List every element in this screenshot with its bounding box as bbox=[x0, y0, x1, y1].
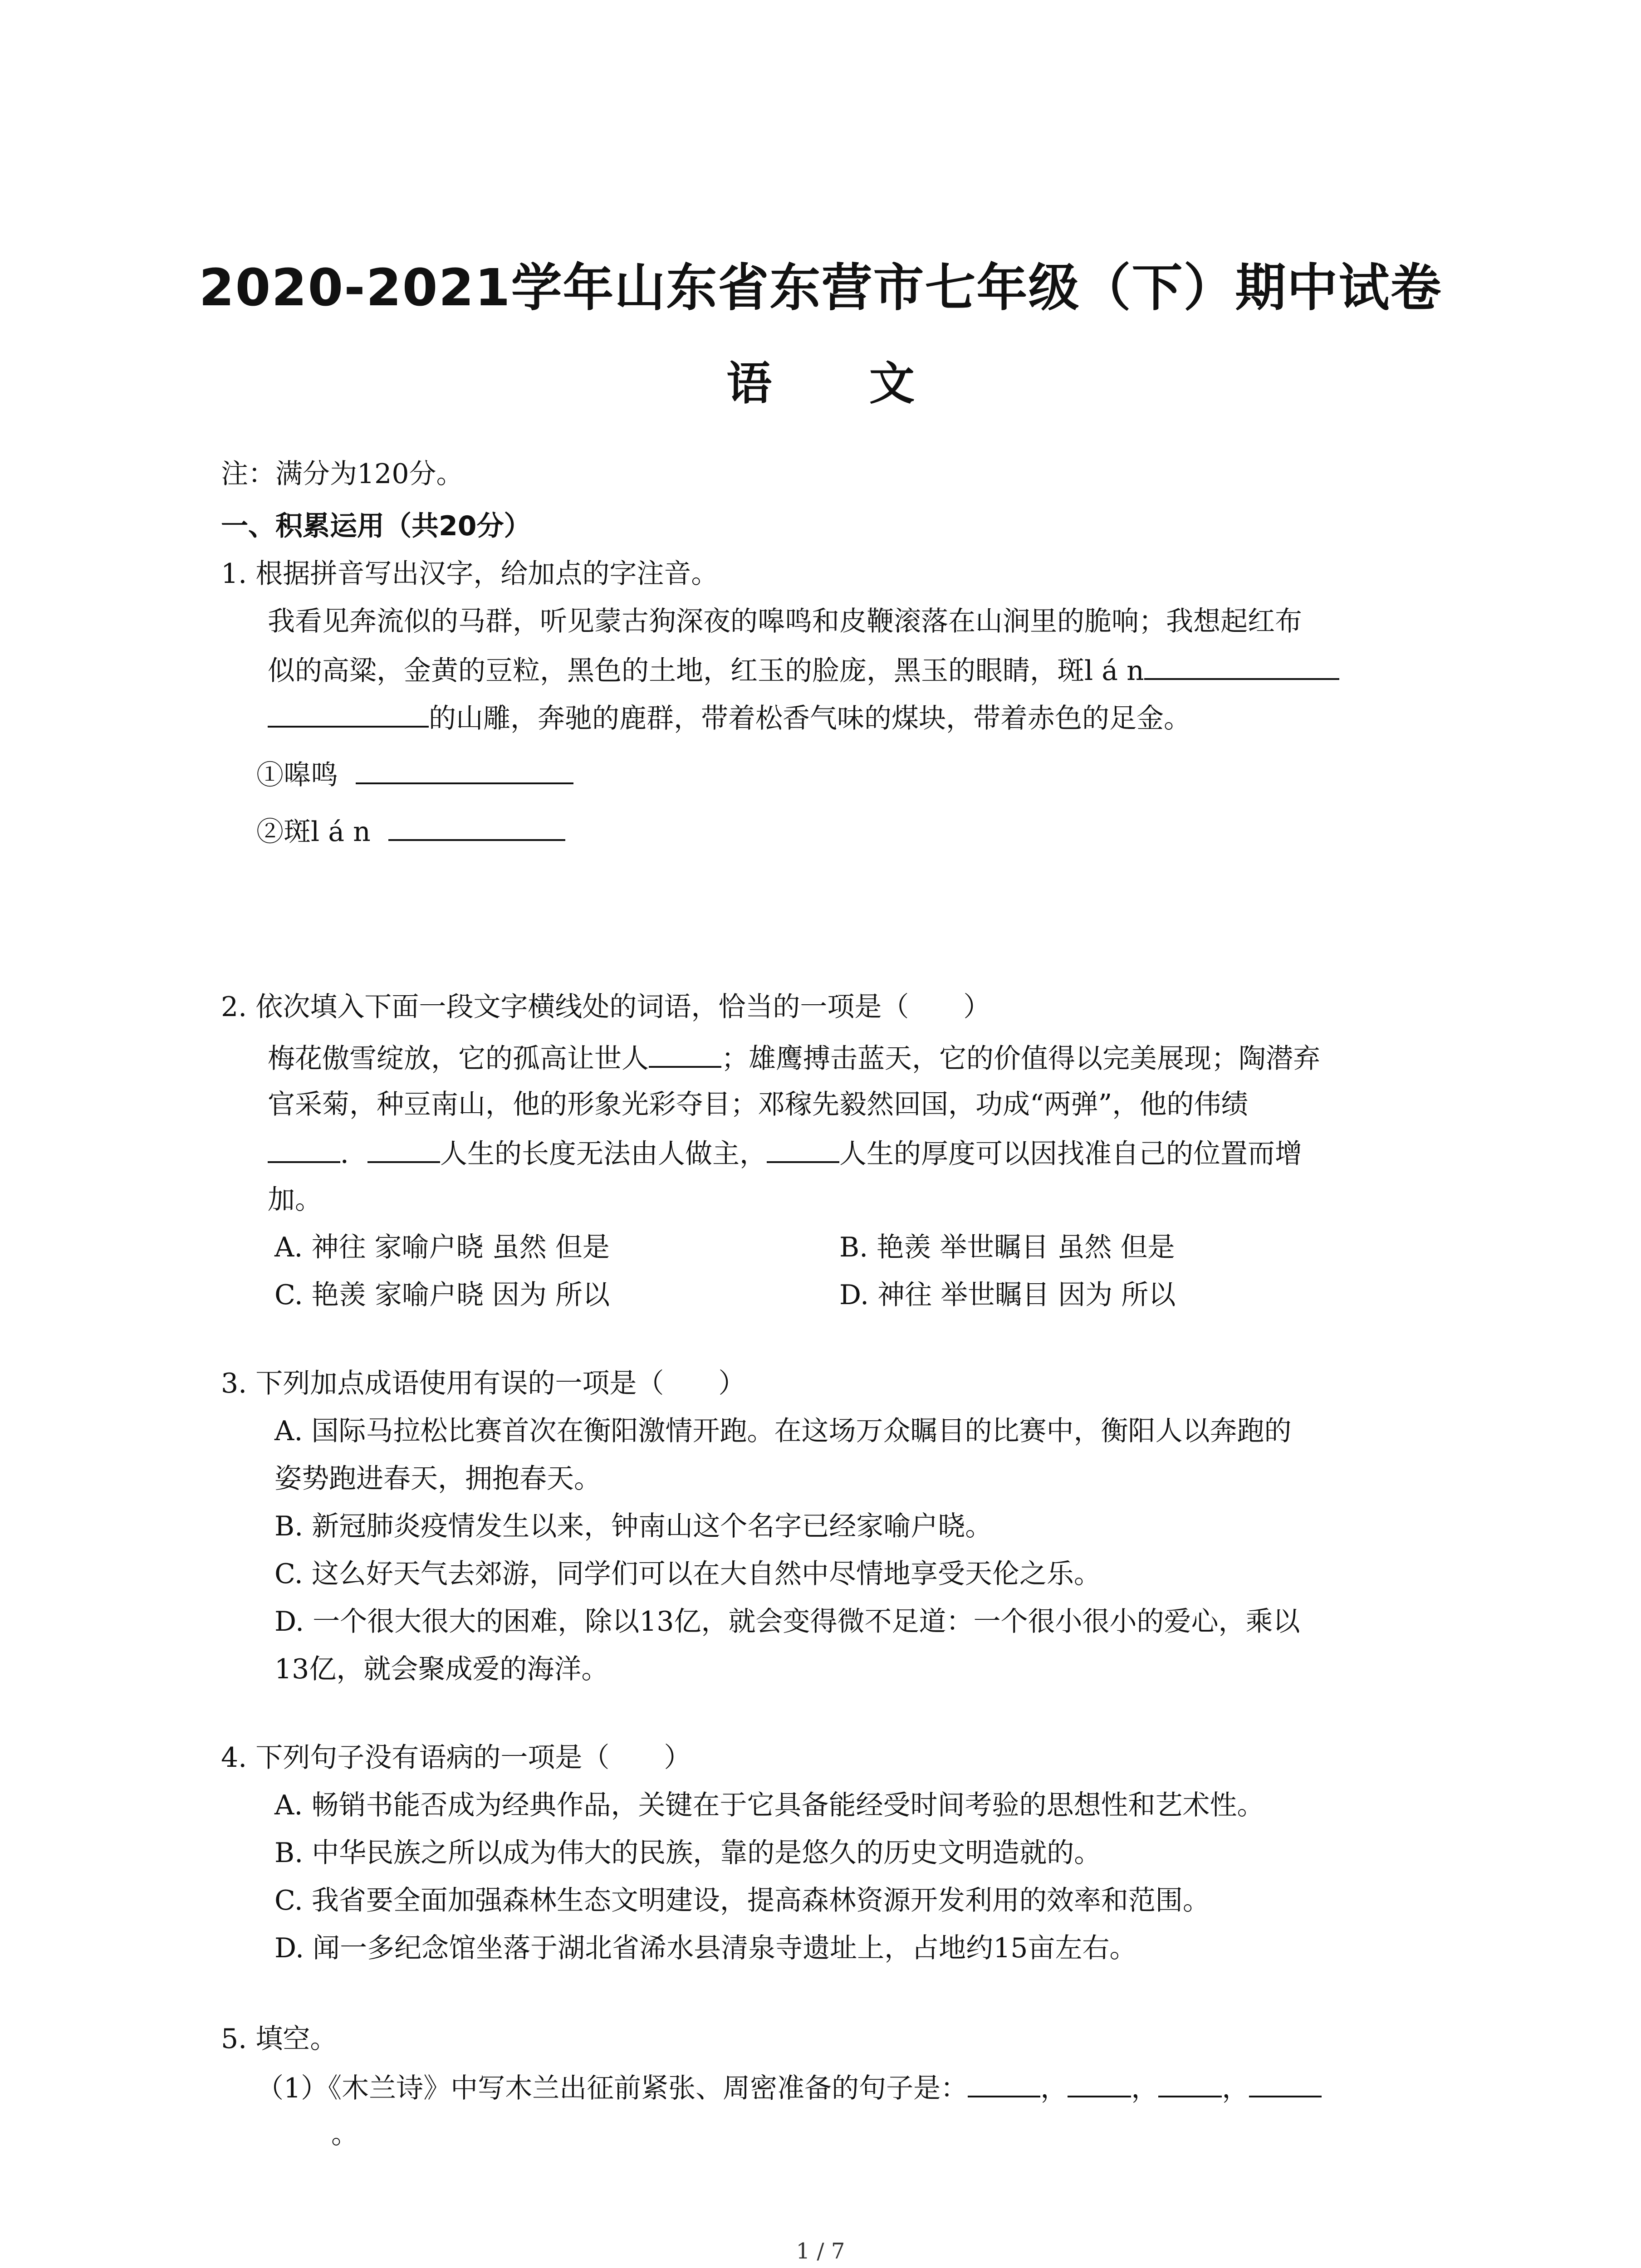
q5-blank-2[interactable] bbox=[1068, 2068, 1131, 2097]
page-number: 1 / 7 bbox=[796, 2239, 845, 2264]
q2-line1 bbox=[268, 1039, 1320, 1077]
q1-passage-line3 bbox=[268, 699, 1191, 737]
q2-line3-text-c: 人生的厚度可以因找准自己的位置而增 bbox=[839, 1138, 1302, 1170]
q2-line3-text-b: 人生的长度无法由人做主， bbox=[440, 1138, 767, 1170]
q2-option-d[interactable]: D. 神往 举世瞩目 因为 所以 bbox=[839, 1279, 1176, 1311]
q3-option-a-cont: 姿势跑进春天，拥抱春天。 bbox=[274, 1463, 601, 1495]
q5-stem: 5. 填空。 bbox=[221, 2023, 338, 2055]
q4-option-b[interactable]: B. 中华民族之所以成为伟大的民族，靠的是悠久的历史文明造就的。 bbox=[274, 1837, 1102, 1869]
q2-line3-dot: ． bbox=[340, 1138, 367, 1170]
q5-sub1-text: （1）《木兰诗》中写木兰出征前紧张、周密准备的句子是： bbox=[256, 2072, 968, 2104]
q3-option-b[interactable]: B. 新冠肺炎疫情发生以来，钟南山这个名字已经家喻户晓。 bbox=[274, 1510, 993, 1542]
q2-line4: 加。 bbox=[268, 1184, 322, 1216]
q4-stem: 4. 下列句子没有语病的一项是（ ） bbox=[221, 1742, 691, 1774]
q5-blank-1[interactable] bbox=[968, 2068, 1040, 2097]
q5-comma-3: ， bbox=[1222, 2072, 1249, 2104]
q5-comma-1: ， bbox=[1040, 2072, 1068, 2104]
q2-line2: 官采菊，种豆南山，他的形象光彩夺目；邓稼先毅然回国，功成“两弹”，他的伟绩 bbox=[268, 1089, 1249, 1120]
q2-blank-2[interactable] bbox=[268, 1134, 340, 1163]
q1-item2-label: ②斑l á n bbox=[256, 816, 371, 848]
q1-item1-blank[interactable] bbox=[356, 755, 573, 784]
q2-option-b[interactable]: B. 艳羡 举世瞩目 虽然 但是 bbox=[839, 1232, 1175, 1263]
q1-passage-line1: 我看见奔流似的马群，听见蒙古狗深夜的嗥鸣和皮鞭滚落在山涧里的脆响；我想起红布 bbox=[268, 606, 1302, 637]
q5-comma-2: ， bbox=[1131, 2072, 1159, 2104]
q5-period: 。 bbox=[331, 2118, 358, 2150]
q3-stem: 3. 下列加点成语使用有误的一项是（ ） bbox=[221, 1368, 746, 1399]
q1-answer-blank[interactable] bbox=[1144, 651, 1339, 680]
section-heading: 一、积累运用（共20分） bbox=[221, 510, 531, 542]
exam-title: 2020-2021学年山东省东营市七年级（下）期中试卷 bbox=[199, 259, 1442, 318]
subject-title: 语 文 bbox=[726, 357, 955, 410]
q5-blank-3[interactable] bbox=[1158, 2068, 1222, 2097]
q1-item1 bbox=[256, 755, 573, 793]
q2-blank-3[interactable] bbox=[367, 1134, 440, 1163]
q1-item2-blank[interactable] bbox=[388, 812, 565, 841]
q2-line1-text-a: 梅花傲雪绽放，它的孤高让世人 bbox=[268, 1043, 649, 1075]
q4-option-a[interactable]: A. 畅销书能否成为经典作品，关键在于它具备能经受时间考验的思想性和艺术性。 bbox=[274, 1789, 1264, 1821]
q2-stem: 2. 依次填入下面一段文字横线处的词语，恰当的一项是（ ） bbox=[221, 991, 991, 1023]
q4-option-c[interactable]: C. 我省要全面加强森林生态文明建设，提高森林资源开发利用的效率和范围。 bbox=[274, 1885, 1210, 1916]
q2-blank-1[interactable] bbox=[649, 1039, 721, 1068]
q1-item1-label: ①嗥鸣 bbox=[256, 759, 338, 791]
q3-option-a[interactable]: A. 国际马拉松比赛首次在衡阳激情开跑。在这场万众瞩目的比赛中，衡阳人以奔跑的 bbox=[274, 1415, 1292, 1447]
q2-line1-text-b: ；雄鹰搏击蓝天，它的价值得以完美展现；陶潜弃 bbox=[721, 1043, 1320, 1075]
q1-item2 bbox=[256, 812, 565, 850]
q1-passage-line2 bbox=[268, 651, 1339, 689]
q1-passage-text3: 的山雕，奔驰的鹿群，带着松香气味的煤块，带着赤色的足金。 bbox=[429, 703, 1191, 734]
score-note: 注：满分为120分。 bbox=[221, 458, 464, 490]
q3-option-c[interactable]: C. 这么好天气去郊游，同学们可以在大自然中尽情地享受天伦之乐。 bbox=[274, 1558, 1101, 1590]
q2-option-a[interactable]: A. 神往 家喻户晓 虽然 但是 bbox=[274, 1232, 610, 1263]
q1-answer-blank-cont[interactable] bbox=[268, 699, 429, 728]
q3-option-d-cont: 13亿，就会聚成爱的海洋。 bbox=[274, 1653, 609, 1685]
q1-passage-text: 似的高粱，金黄的豆粒，黑色的土地，红玉的脸庞，黑玉的眼睛，斑l á n bbox=[268, 655, 1144, 687]
q5-sub1 bbox=[256, 2068, 1322, 2107]
q2-line3 bbox=[268, 1134, 1302, 1172]
q5-blank-4[interactable] bbox=[1249, 2068, 1322, 2097]
q4-option-d[interactable]: D. 闻一多纪念馆坐落于湖北省浠水县清泉寺遗址上，占地约15亩左右。 bbox=[274, 1932, 1137, 1964]
q3-option-d[interactable]: D. 一个很大很大的困难，除以13亿，就会变得微不足道：一个很小很小的爱心，乘以 bbox=[274, 1606, 1300, 1637]
q1-stem: 1. 根据拼音写出汉字，给加点的字注音。 bbox=[221, 558, 719, 590]
q2-option-c[interactable]: C. 艳羡 家喻户晓 因为 所以 bbox=[274, 1279, 610, 1311]
q2-blank-4[interactable] bbox=[767, 1134, 839, 1163]
